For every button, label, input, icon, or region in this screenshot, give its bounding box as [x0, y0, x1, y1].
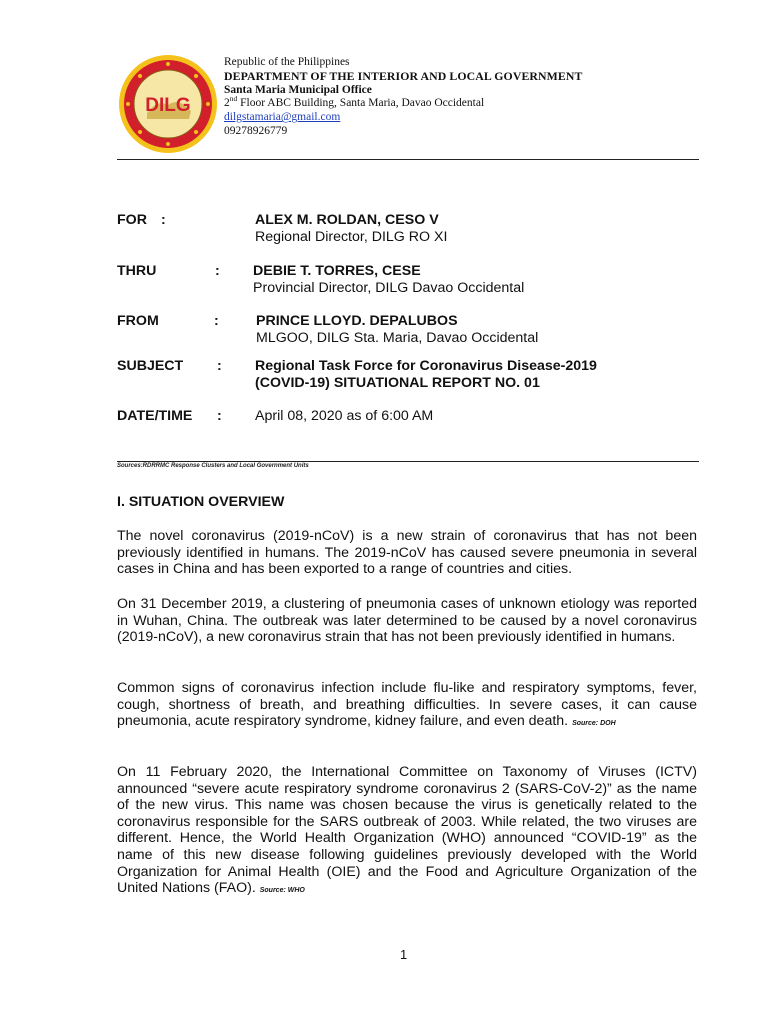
subject-line-2: (COVID-19) SITUATIONAL REPORT NO. 01 — [255, 375, 540, 391]
paragraph-3: Common signs of coronavirus infection include flu-like and respiratory symptoms, fever, cough, shortness of breath, and breathing difficulties. In severe cases, it can cause pneumonia, acute respiratory syndrome, kidney failure, and even death. Source: DOH — [117, 680, 697, 730]
dilg-seal-logo — [117, 53, 219, 155]
department-name: DEPARTMENT OF THE INTERIOR AND LOCAL GOVERNMENT — [224, 68, 583, 83]
header-divider — [117, 159, 699, 160]
thru-label: THRU — [117, 263, 157, 279]
from-title: MLGOO, DILG Sta. Maria, Davao Occidental — [256, 330, 539, 346]
paragraph-3-source: Source: DOH — [572, 720, 616, 728]
email-link[interactable]: dilgstamaria@gmail.com — [224, 111, 341, 124]
memo-divider — [117, 461, 699, 462]
section-title: I. SITUATION OVERVIEW — [117, 494, 285, 510]
letterhead — [224, 56, 704, 139]
page-number: 1 — [400, 947, 408, 962]
for-colon: : — [161, 212, 166, 228]
office-name: Santa Maria Municipal Office — [224, 83, 372, 96]
for-label: FOR — [117, 212, 147, 228]
thru-colon: : — [215, 263, 220, 279]
logo-text: DILG — [145, 95, 191, 116]
thru-name: DEBIE T. TORRES, CESE — [253, 263, 421, 279]
paragraph-4: On 11 February 2020, the International Committee on Taxonomy of Viruses (ICTV) announced “severe acute respiratory syndrome coronavirus 2 (SARS-CoV-2)” as the name of the new virus. This name was chosen because the virus is genetically related to the coronavirus responsible for the SARS outbreak of 2003. While related, the two viruses are different. Hence, the World Health Organization (WHO) announced “COVID-19” as the name of this new disease following guidelines previously developed with the World Organization for Animal Health (OIE) and the Food and Agriculture Organization of the United Nations (FAO). Source: WHO — [117, 764, 697, 897]
office-address: 2nd Floor ABC Building, Santa Maria, Davao Occidental — [224, 94, 485, 110]
subject-line-1: Regional Task Force for Coronavirus Disease-2019 — [255, 358, 597, 374]
datetime-value: April 08, 2020 as of 6:00 AM — [255, 408, 434, 424]
subject-colon: : — [217, 358, 222, 374]
thru-title: Provincial Director, DILG Davao Occidental — [253, 280, 525, 296]
for-title: Regional Director, DILG RO XI — [255, 229, 448, 245]
datetime-label: DATE/TIME — [117, 408, 193, 424]
subject-label: SUBJECT — [117, 358, 184, 374]
from-colon: : — [214, 313, 219, 329]
phone-number: 09278926779 — [224, 124, 288, 137]
paragraph-4-source: Source: WHO — [259, 887, 305, 895]
from-label: FROM — [117, 313, 159, 329]
paragraph-2: On 31 December 2019, a clustering of pneumonia cases of unknown etiology was reported in Wuhan, China. The outbreak was later determined to be caused by a novel coronavirus (2019-nCoV), a new coronavirus strain that has not been previously identified in humans. — [117, 596, 697, 646]
for-name: ALEX M. ROLDAN, CESO V — [255, 212, 439, 228]
datetime-colon: : — [217, 408, 222, 424]
paragraph-1: The novel coronavirus (2019-nCoV) is a new strain of coronavirus that has not been previously identified in humans. The 2019-nCoV has caused severe pneumonia in several cases in China and has been exported to a range of countries and cities. — [117, 528, 697, 578]
sources-note: Sources:RDRRMC Response Clusters and Local Government Units — [117, 463, 309, 469]
from-name: PRINCE LLOYD. DEPALUBOS — [256, 313, 458, 329]
republic-line: Republic of the Philippines — [224, 56, 350, 68]
